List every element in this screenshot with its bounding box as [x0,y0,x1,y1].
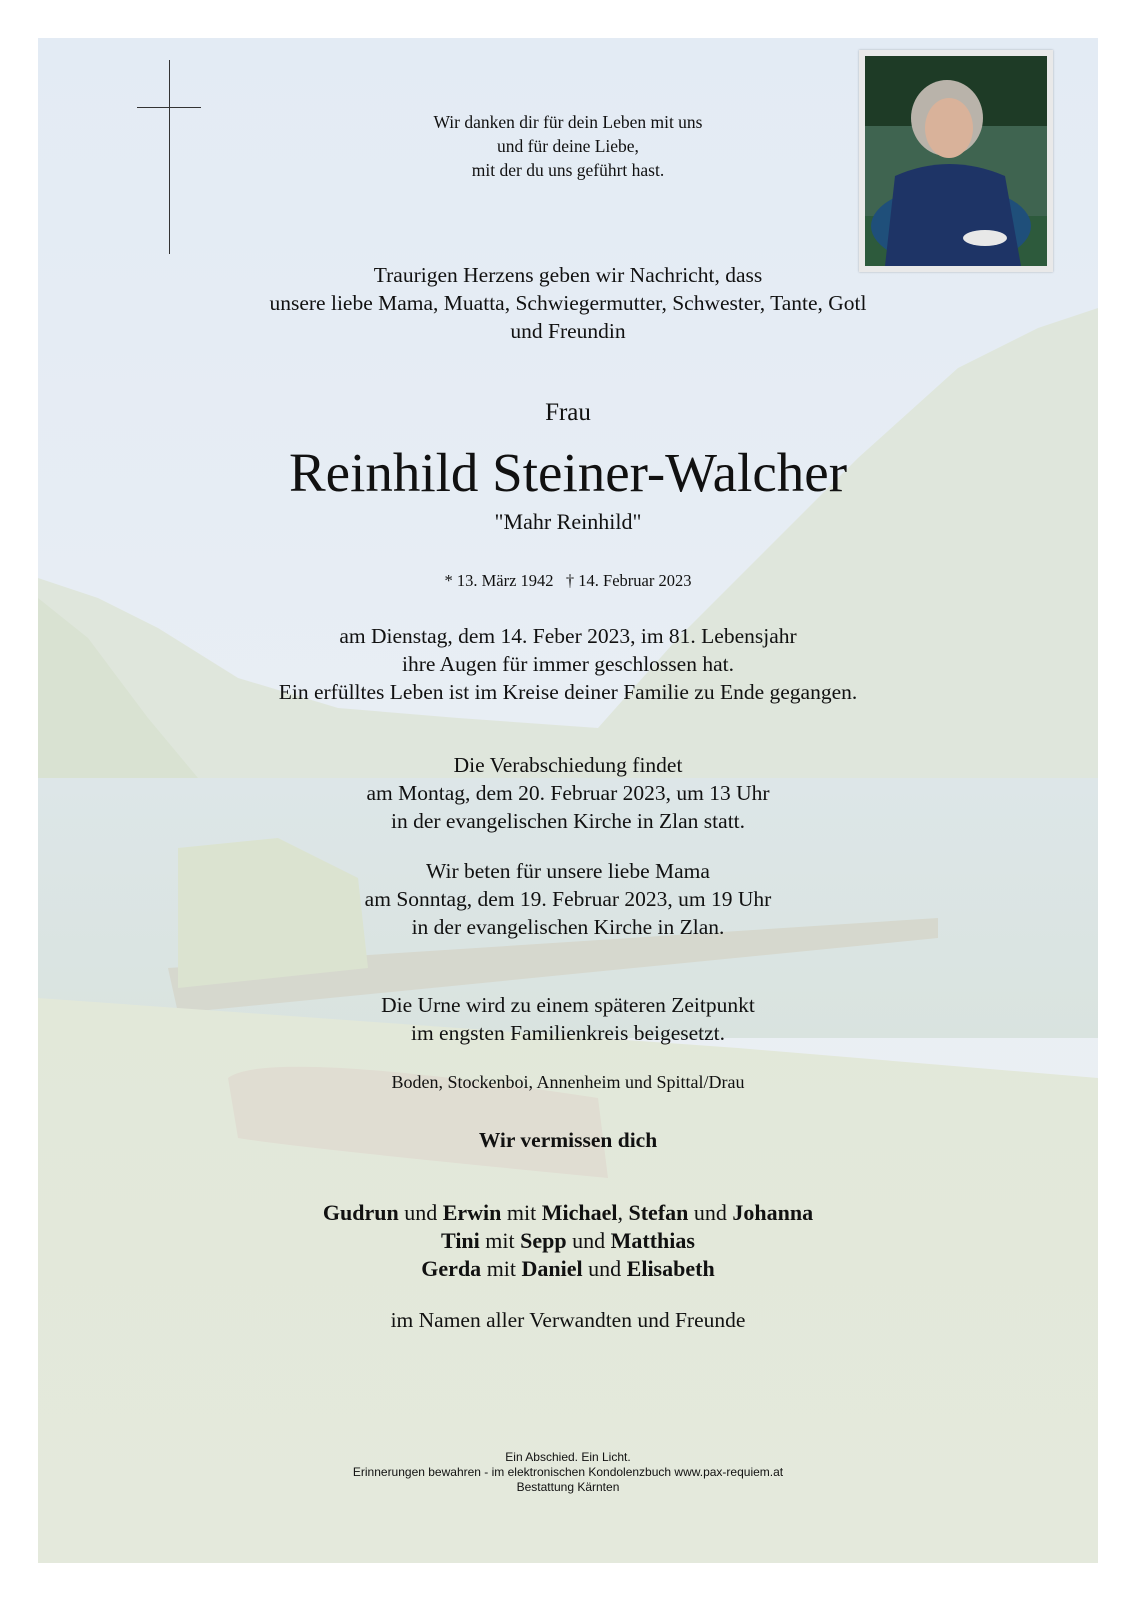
family-member: Tini [441,1228,480,1253]
farewell-ceremony [38,751,1098,835]
family-member: Erwin [442,1200,502,1225]
family-member: Gudrun [322,1200,399,1225]
life-dates: * 13. März 1942 † 14. Februar 2023 [444,571,692,590]
family-list [38,1199,1098,1283]
prayer-line: in der evangelischen Kirche in Zlan. [411,915,725,939]
connector: , [617,1200,629,1225]
deceased-name: Reinhild Steiner-Walcher [288,442,848,503]
family-member: Sepp [520,1228,567,1253]
connector: und [566,1228,611,1253]
quote-line: Wir danken dir für dein Leben mit uns [433,112,703,132]
farewell-line: Die Verabschiedung findet [453,753,683,777]
family-line [38,1199,1098,1227]
farewell-line: in der evangelischen Kirche in Zlan statt. [390,809,746,833]
passing-line: Ein erfülltes Leben ist im Kreise deiner Familie zu Ende gegangen. [278,680,858,704]
family-line [38,1255,1098,1283]
connector: mit [481,1256,522,1281]
obituary-content [38,38,1098,1563]
family-member: Daniel [521,1256,583,1281]
passing-text [38,622,1098,706]
we-miss-you: Wir vermissen dich [478,1128,658,1152]
family-member: Stefan [628,1200,689,1225]
prayer-line: Wir beten für unsere liebe Mama [426,859,710,883]
footer-condolence-link[interactable]: Erinnerungen bewahren - im elektronischen Kondolenzbuch www.pax-requiem.at [352,1465,784,1479]
salutation: Frau [545,399,591,426]
connector: und [398,1200,443,1225]
family-member: Johanna [732,1200,814,1225]
deceased-nickname: "Mahr Reinhild" [494,509,642,534]
footer-undertaker: Bestattung Kärnten [516,1480,620,1494]
opening-quote [38,110,1098,182]
cross-icon-bar [137,107,201,108]
passing-line: ihre Augen für immer geschlossen hat. [402,652,734,676]
places: Boden, Stockenboi, Annenheim und Spittal/Drau [391,1072,745,1092]
footer [38,1450,1098,1495]
urn-burial [38,991,1098,1047]
prayer-service [38,857,1098,941]
connector: mit [479,1228,521,1253]
quote-line: mit der du uns geführt hast. [471,160,665,180]
family-line [38,1227,1098,1255]
footer-tagline: Ein Abschied. Ein Licht. [505,1450,631,1464]
family-member: Matthias [610,1228,695,1253]
connector: und [582,1256,627,1281]
family-member: Michael [541,1200,618,1225]
notice-line: und Freundin [510,319,626,343]
notice-line: Traurigen Herzens geben wir Nachricht, dass [373,263,763,287]
passing-line: am Dienstag, dem 14. Feber 2023, im 81. Lebensjahr [339,624,797,648]
connector: mit [501,1200,542,1225]
prayer-line: am Sonntag, dem 19. Februar 2023, um 19 Uhr [364,887,772,911]
quote-line: und für deine Liebe, [497,136,639,156]
urn-line: im engsten Familienkreis beigesetzt. [410,1021,726,1045]
family-member: Gerda [421,1256,482,1281]
notice-line: unsere liebe Mama, Muatta, Schwiegermutter, Schwester, Tante, Gotl [269,291,867,315]
family-member: Elisabeth [626,1256,715,1281]
connector: und [688,1200,733,1225]
obituary-card [38,38,1098,1563]
urn-line: Die Urne wird zu einem späteren Zeitpunkt [381,993,755,1017]
farewell-line: am Montag, dem 20. Februar 2023, um 13 Uhr [366,781,770,805]
death-notice-intro [38,261,1098,345]
closing-line: im Namen aller Verwandten und Freunde [390,1308,746,1332]
